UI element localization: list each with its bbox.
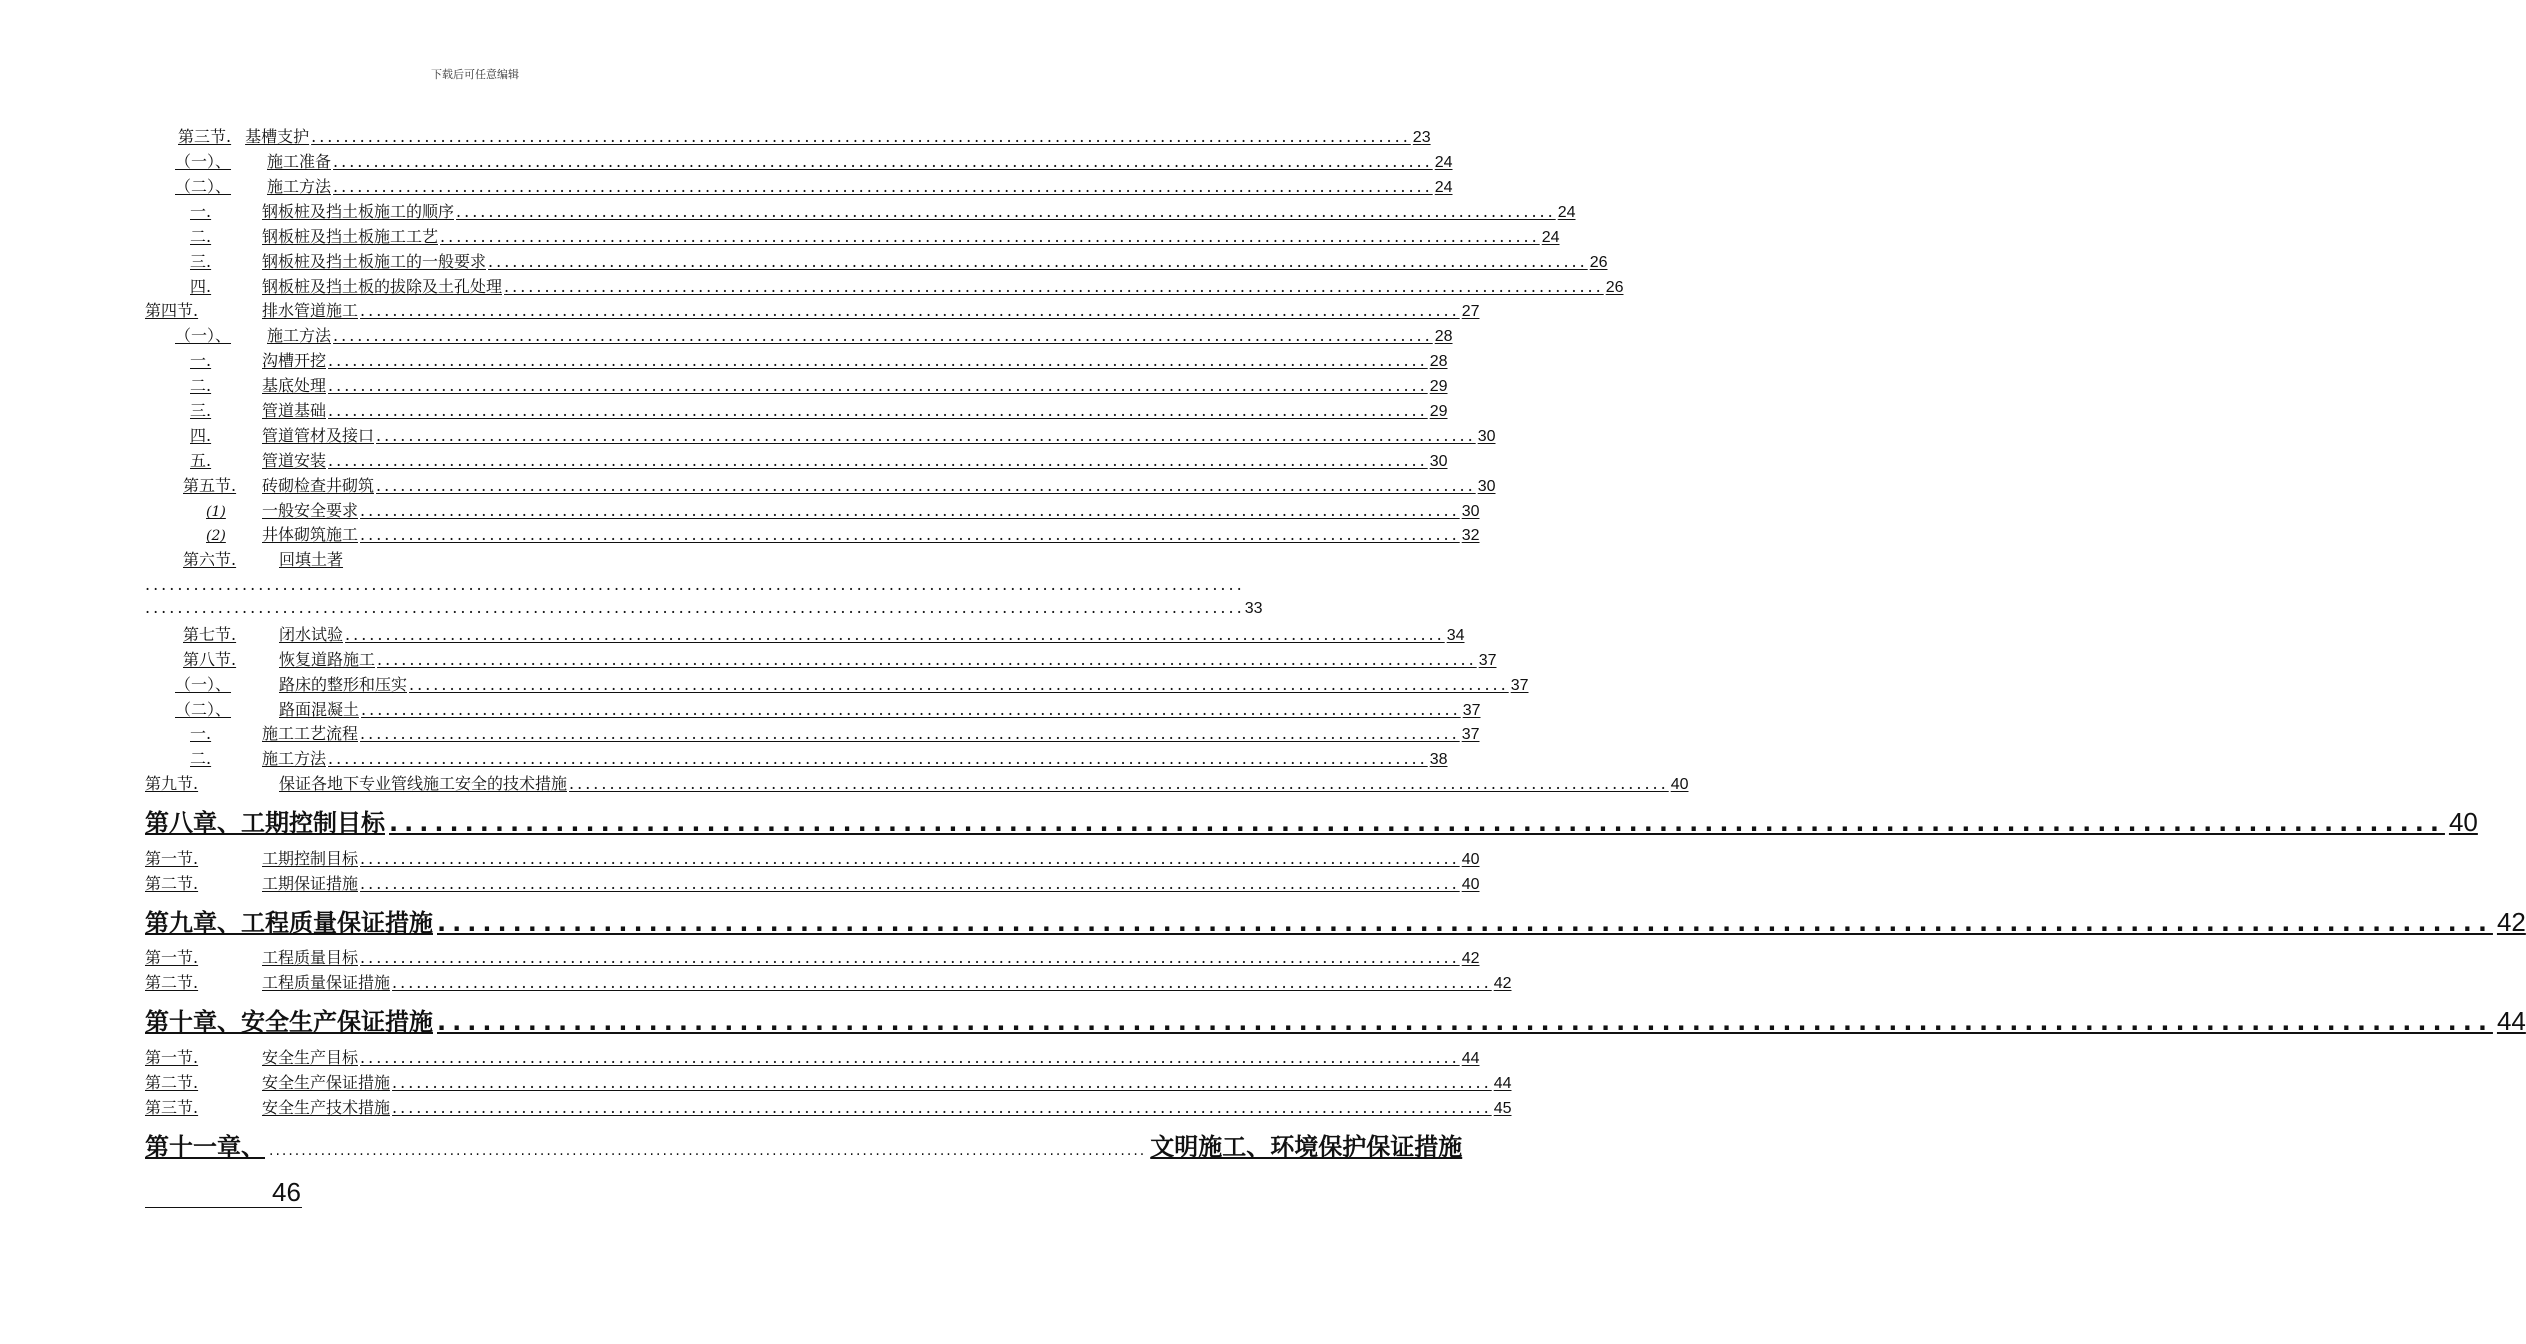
toc-entry-page: 26 — [1605, 279, 1624, 296]
toc-entry[interactable] — [175, 323, 1453, 345]
toc-entry-page: 24 — [1541, 229, 1560, 246]
toc-entry[interactable] — [183, 473, 1496, 495]
toc-entry-number: 第二节. — [145, 973, 199, 992]
toc-entry-page: 37 — [1510, 677, 1529, 694]
toc-entry-title: 砖砌检查井砌筑 — [262, 476, 375, 495]
toc-entry-title: 工程质量保证措施 — [262, 973, 391, 992]
toc-entry-number: 二. — [190, 749, 212, 768]
toc-leader: ........................................................................................................................................ — [377, 650, 1477, 669]
toc-entry-number: 第九节. — [145, 774, 199, 793]
toc-entry-number: 一. — [190, 351, 212, 370]
toc-entry[interactable] — [145, 1045, 1480, 1067]
toc-entry-title: 一般安全要求 — [262, 501, 359, 520]
toc-entry-title: 钢板桩及挡土板施工的顺序 — [262, 202, 455, 221]
toc-leader: ........................................................................................................................................ — [145, 598, 1245, 617]
toc-entry[interactable] — [175, 174, 1453, 196]
toc-entry[interactable] — [190, 423, 1496, 445]
toc-entry-title: 钢板桩及挡土板的拔除及土孔处理 — [262, 277, 503, 296]
toc-chapter-page: 40 — [2448, 807, 2478, 837]
toc-leader: ........................................................................................................................................ — [437, 1008, 2493, 1036]
toc-leader: ........................................................................................................................................ — [269, 1143, 1147, 1159]
toc-entry[interactable] — [190, 274, 1624, 296]
toc-entry-page: 24 — [1557, 204, 1576, 221]
toc-entry-number: （二）、 — [175, 177, 232, 196]
toc-entry[interactable] — [190, 721, 1480, 743]
toc-entry[interactable] — [145, 1095, 1512, 1117]
toc-entry-page: 24 — [1434, 154, 1453, 171]
toc-entry-number: 第二节. — [145, 874, 199, 893]
toc-entry[interactable] — [145, 871, 1480, 893]
toc-leader: ........................................................................................................................................ — [145, 575, 1245, 594]
toc-entry-number: 三. — [190, 401, 212, 420]
toc-entry-number: 第五节. — [183, 476, 237, 495]
toc-chapter[interactable] — [145, 1002, 2526, 1036]
toc-entry-page: 23 — [1412, 129, 1431, 146]
toc-entry-number: (2) — [206, 528, 226, 544]
toc-entry[interactable] — [183, 647, 1497, 669]
toc-entry-number: 一. — [190, 202, 212, 221]
toc-entry-title: 路床的整形和压实 — [279, 675, 408, 694]
toc-leader: ........................................................................................................................................ — [360, 849, 1460, 868]
toc-entry-page: 38 — [1429, 751, 1448, 768]
toc-entry-page: 28 — [1434, 328, 1453, 345]
toc-leader: ........................................................................................................................................ — [488, 252, 1588, 271]
page-header: 下载后可任意编辑 — [431, 68, 519, 81]
toc-entry-number: 四. — [190, 426, 212, 445]
toc-entry-page: 30 — [1461, 503, 1480, 520]
toc-leader: ........................................................................................................................................ — [333, 326, 1433, 345]
toc-chapter-title: 第八章、工期控制目标 — [145, 809, 385, 837]
toc-entry-page: 34 — [1446, 627, 1465, 644]
toc-entry-title: 施工方法 — [262, 749, 327, 768]
toc-entry-title: 基底处理 — [262, 376, 327, 395]
toc-leader: ........................................................................................................................................ — [360, 525, 1460, 544]
toc-entry[interactable] — [190, 224, 1560, 246]
toc-entry-title: 井体砌筑施工 — [262, 525, 359, 544]
toc-chapter-title: 第十章、安全生产保证措施 — [145, 1008, 433, 1036]
toc-entry-page: 37 — [1462, 702, 1481, 719]
toc-entry[interactable] — [175, 149, 1453, 171]
toc-entry-page: 33 — [1244, 600, 1263, 617]
toc-entry-title: 工期控制目标 — [262, 849, 359, 868]
toc-leader: ........................................................................................................................................ — [569, 774, 1669, 793]
toc-entry-title: 排水管道施工 — [262, 301, 359, 320]
toc-chapter-page-line[interactable] — [272, 1177, 352, 1211]
toc-entry-title: 沟槽开挖 — [262, 351, 327, 370]
toc-chapter-title: 第十一章、 — [145, 1133, 265, 1161]
toc-leader: ........................................................................................................................................ — [392, 973, 1492, 992]
toc-leader: ........................................................................................................................................ — [392, 1098, 1492, 1117]
toc-entry-page: 45 — [1493, 1100, 1512, 1117]
toc-leader: ........................................................................................................................................ — [392, 1073, 1492, 1092]
toc-leader: ........................................................................................................................................ — [361, 700, 1461, 719]
toc-chapter-page: 46 — [272, 1177, 301, 1207]
toc-entry-number: 第三节. — [178, 127, 232, 146]
toc-leader: ........................................................................................................................................ — [360, 724, 1460, 743]
toc-entry[interactable] — [206, 522, 1480, 544]
toc-entry-page: 37 — [1461, 726, 1480, 743]
toc-chapter-title: 第九章、工程质量保证措施 — [145, 909, 433, 937]
toc-entry[interactable] — [178, 124, 1431, 146]
toc-leader: ........................................................................................................................................ — [389, 809, 2445, 837]
toc-entry-title: 恢复道路施工 — [279, 650, 376, 669]
toc-entry-number: （一）、 — [175, 326, 232, 345]
toc-leader: ........................................................................................................................................ — [360, 501, 1460, 520]
toc-entry-number: 第三节. — [145, 1098, 199, 1117]
toc-entry-page: 26 — [1589, 254, 1608, 271]
toc-leader: ........................................................................................................................................ — [360, 1048, 1460, 1067]
toc-entry-number: 第八节. — [183, 650, 237, 669]
toc-entry-title: 安全生产技术措施 — [262, 1098, 391, 1117]
toc-leader: ........................................................................................................................................ — [504, 277, 1604, 296]
toc-entry-title: 钢板桩及挡土板施工的一般要求 — [262, 252, 487, 271]
toc-entry-page: 27 — [1461, 303, 1480, 320]
toc-entry-title: 钢板桩及挡土板施工工艺 — [262, 227, 439, 246]
toc-leader: ........................................................................................................................................ — [333, 152, 1433, 171]
toc-entry-number: 第一节. — [145, 849, 199, 868]
toc-entry-page: 42 — [1493, 975, 1512, 992]
toc-entry[interactable] — [145, 970, 1512, 992]
toc-chapter[interactable] — [145, 1127, 1463, 1161]
toc-entry-title: 施工工艺流程 — [262, 724, 359, 743]
toc-entry-page: 40 — [1461, 876, 1480, 893]
toc-entry-title: 回填土著 — [279, 550, 344, 569]
toc-entry-title: 管道基础 — [262, 401, 327, 420]
toc-entry-page: 24 — [1434, 179, 1453, 196]
toc-entry-number: 三. — [190, 252, 212, 271]
toc-entry-number: 第七节. — [183, 625, 237, 644]
toc-leader: ........................................................................................................................................ — [456, 202, 1556, 221]
toc-entry-page: 30 — [1429, 453, 1448, 470]
toc-leader: ........................................................................................................................................ — [333, 177, 1433, 196]
toc-entry[interactable] — [190, 373, 1448, 395]
toc-leader: ........................................................................................................................................ — [328, 351, 1428, 370]
toc-entry[interactable] — [145, 846, 1480, 868]
toc-entry-page: 44 — [1493, 1075, 1512, 1092]
toc-entry-number: 第一节. — [145, 1048, 199, 1067]
toc-entry-page: 40 — [1461, 851, 1480, 868]
toc-leader: ........................................................................................................................................ — [360, 948, 1460, 967]
toc-entry-number: 第一节. — [145, 948, 199, 967]
toc-entry-page: 37 — [1478, 652, 1497, 669]
toc-leader: ........................................................................................................................................ — [328, 401, 1428, 420]
toc-entry-number: （一）、 — [175, 152, 232, 171]
toc-entry-number: 第二节. — [145, 1073, 199, 1092]
toc-entry-continuation[interactable] — [145, 598, 1263, 620]
toc-entry-number: （二）、 — [175, 700, 232, 719]
toc-entry-title: 工期保证措施 — [262, 874, 359, 893]
toc-chapter-title-continued: 文明施工、环境保护保证措施 — [1150, 1133, 1463, 1161]
toc-leader: ........................................................................................................................................ — [360, 874, 1460, 893]
toc-leader: ........................................................................................................................................ — [437, 909, 2493, 937]
toc-chapter[interactable] — [145, 903, 2526, 937]
toc-entry[interactable] — [145, 771, 1689, 793]
toc-entry-page: 40 — [1670, 776, 1689, 793]
toc-entry-title: 施工方法 — [267, 177, 332, 196]
toc-entry-page: 30 — [1477, 428, 1496, 445]
toc-entry-title: 安全生产保证措施 — [262, 1073, 391, 1092]
toc-entry-page: 44 — [1461, 1050, 1480, 1067]
toc-entry-title: 保证各地下专业管线施工安全的技术措施 — [279, 774, 568, 793]
toc-leader: ........................................................................................................................................ — [311, 127, 1411, 146]
toc-entry-number: 第四节. — [145, 301, 199, 320]
toc-entry-page: 29 — [1429, 403, 1448, 420]
toc-leader: ........................................................................................................................................ — [328, 376, 1428, 395]
toc-leader: ........................................................................................................................................ — [440, 227, 1540, 246]
toc-leader: ........................................................................................................................................ — [360, 301, 1460, 320]
toc-entry-page: 28 — [1429, 353, 1448, 370]
toc-entry-number: 二. — [190, 227, 212, 246]
toc-leader: ........................................................................................................................................ — [328, 451, 1428, 470]
toc-entry[interactable] — [145, 945, 1480, 967]
toc-entry-title: 路面混凝土 — [279, 700, 360, 719]
toc-leader: ........................................................................................................................................ — [376, 426, 1476, 445]
toc-leader: ........................................................................................................................................ — [345, 625, 1445, 644]
toc-entry-number: 五. — [190, 451, 212, 470]
toc-entry[interactable] — [145, 298, 1480, 320]
toc-entry-number: (1) — [206, 504, 226, 520]
toc-chapter[interactable] — [145, 803, 2478, 837]
toc-entry[interactable] — [175, 697, 1481, 719]
toc-chapter-page: 42 — [2496, 907, 2526, 937]
toc-entry[interactable] — [190, 746, 1448, 768]
toc-entry-page: 42 — [1461, 950, 1480, 967]
toc-entry[interactable] — [183, 622, 1465, 644]
toc-entry[interactable] — [190, 199, 1576, 221]
toc-entry-title: 工程质量目标 — [262, 948, 359, 967]
toc-entry[interactable] — [190, 249, 1608, 271]
toc-leader: ........................................................................................................................................ — [409, 675, 1509, 694]
toc-entry-page: 32 — [1461, 527, 1480, 544]
toc-entry-number: 二. — [190, 376, 212, 395]
toc-entry-title: 安全生产目标 — [262, 1048, 359, 1067]
toc-entry[interactable] — [190, 448, 1448, 470]
toc-chapter-page: 44 — [2496, 1006, 2526, 1036]
toc-leader: ........................................................................................................................................ — [328, 749, 1428, 768]
underline-rule — [145, 1207, 302, 1208]
toc-entry-page: 29 — [1429, 378, 1448, 395]
toc-entry[interactable] — [145, 1070, 1512, 1092]
toc-leader: ........................................................................................................................................ — [376, 476, 1476, 495]
toc-entry-number: （一）、 — [175, 675, 232, 694]
toc-entry-number: 第六节. — [183, 550, 237, 569]
toc-entry-title: 管道管材及接口 — [262, 426, 375, 445]
toc-entry-title: 基槽支护 — [245, 127, 310, 146]
toc-entry[interactable] — [190, 398, 1448, 420]
toc-entry[interactable] — [183, 547, 483, 569]
toc-entry-page: 30 — [1477, 478, 1496, 495]
toc-entry-title: 施工方法 — [267, 326, 332, 345]
toc-entry-number: 一. — [190, 724, 212, 743]
toc-entry-title: 闭水试验 — [279, 625, 344, 644]
toc-entry[interactable] — [175, 672, 1529, 694]
toc-entry[interactable] — [206, 498, 1480, 520]
toc-entry-number: 四. — [190, 277, 212, 296]
toc-entry[interactable] — [190, 348, 1448, 370]
toc-entry-title: 施工准备 — [267, 152, 332, 171]
toc-entry-title: 管道安装 — [262, 451, 327, 470]
